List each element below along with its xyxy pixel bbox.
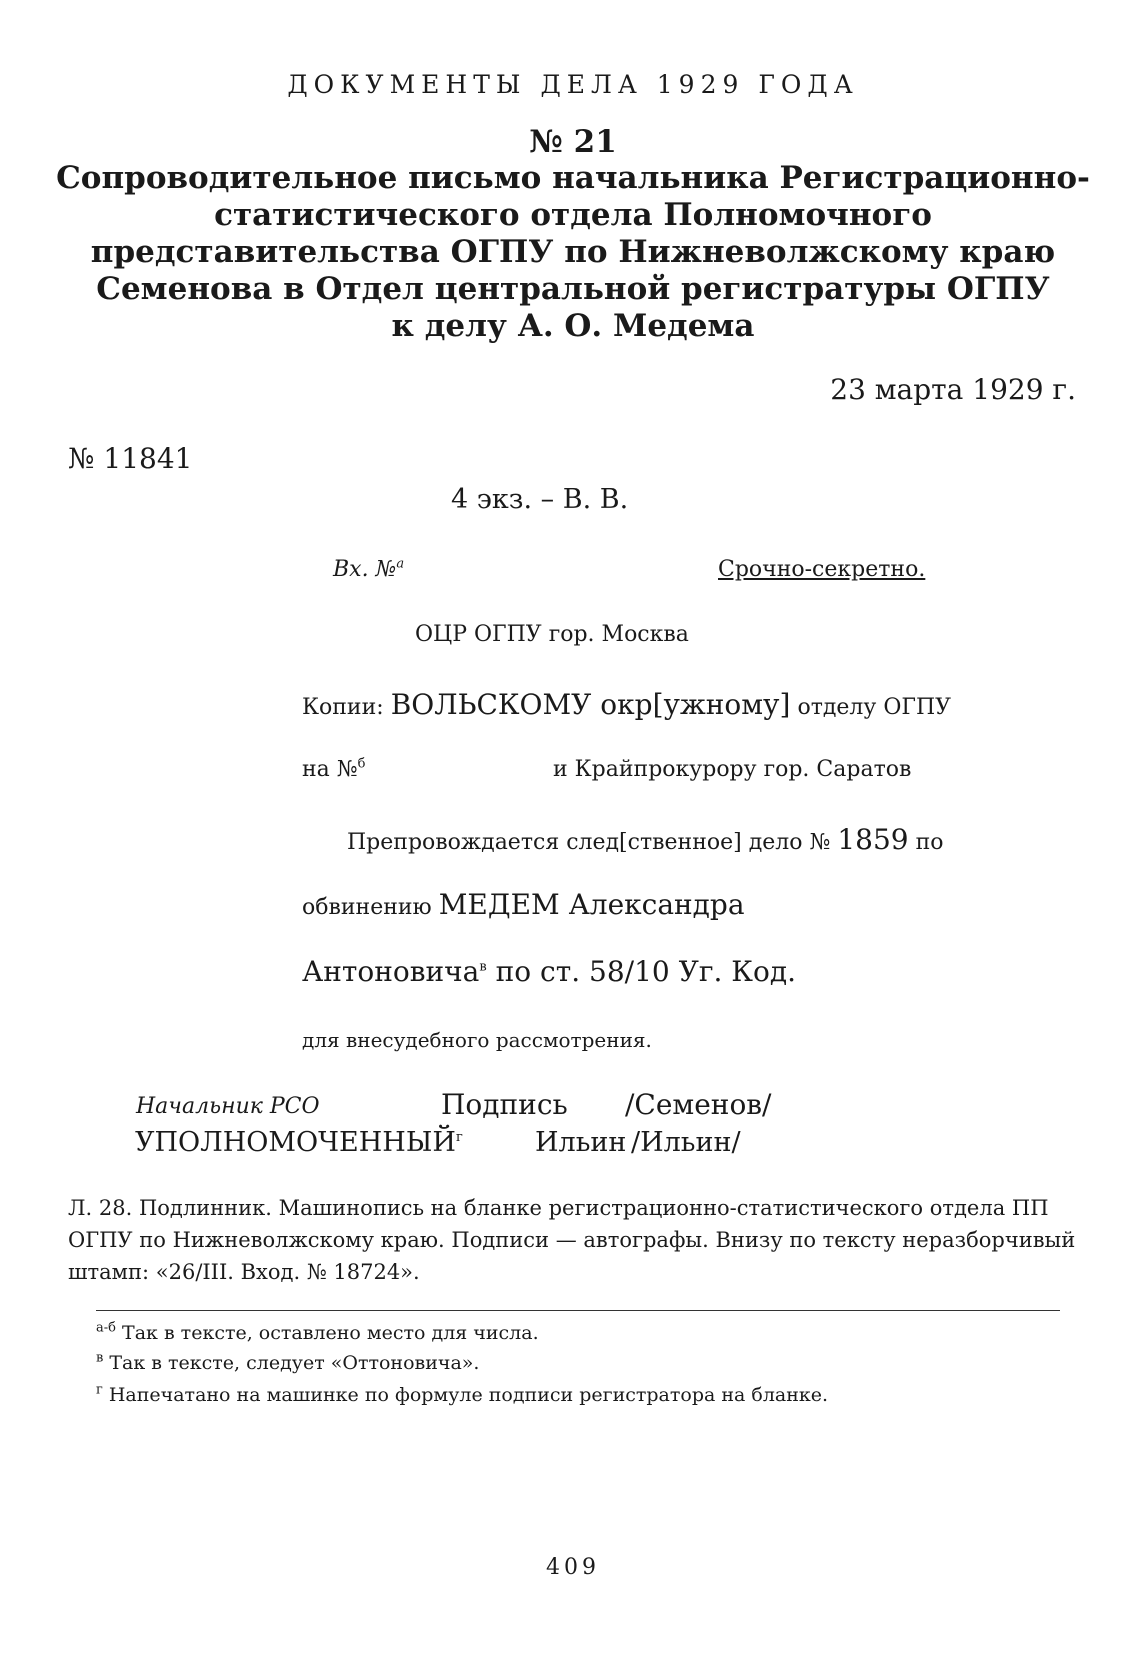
document-number: № 21 bbox=[529, 124, 617, 160]
signatory-name: /Семенов/ bbox=[625, 1088, 772, 1121]
registration-number: № 11841 bbox=[68, 442, 193, 475]
footnote: $^в$ Так в тексте, следует «Оттоновича». bbox=[96, 1350, 480, 1374]
footnote: $^г$ Напечатано на машинке по формуле подписи регистратора на бланке. bbox=[96, 1382, 829, 1406]
addressee: ОЦР ОГПУ гор. Москва bbox=[415, 622, 689, 647]
signatory-position: Начальник РСО bbox=[136, 1094, 320, 1119]
archival-note: Л. 28. Подлинник. Машинопись на бланке регистрационно-статистического отдела ПП ОГПУ по Нижневолжскому краю. Подписи — автографы. Внизу по тексту неразборчивый штамп: «26/III. Вход. № 18724». bbox=[68, 1196, 1076, 1284]
prosecutor-recipient: и Крайпрокурору гор. Саратов bbox=[553, 757, 912, 782]
page-number: 409 bbox=[546, 1555, 600, 1580]
title-line-1: Сопроводительное письмо начальника Регистрационно- bbox=[56, 160, 1090, 196]
second-signatory-position: $УПОЛНОМОЧЕННЫЙ^г$ bbox=[135, 1127, 463, 1158]
title-line-2: статистического отдела Полномочного bbox=[214, 197, 932, 233]
copies-count: 4 экз. – В. В. bbox=[451, 484, 629, 515]
footnote-mark-a: а bbox=[396, 556, 405, 572]
second-signatory-name: /Ильин/ bbox=[631, 1127, 741, 1158]
footnote-divider bbox=[96, 1310, 1060, 1311]
signature-mark: Подпись bbox=[441, 1088, 568, 1121]
second-signature: Ильин bbox=[535, 1127, 627, 1158]
footnote-mark-g: г bbox=[455, 1130, 463, 1145]
running-header: ДОКУМЕНТЫ ДЕЛА 1929 ГОДА bbox=[287, 70, 859, 99]
body-line-2: обвинению МЕДЕМ Александра bbox=[302, 888, 745, 921]
title-line-5: к делу А. О. Медема bbox=[391, 308, 755, 344]
document-title bbox=[0, 160, 1146, 345]
reference-number: на №$^б$ bbox=[302, 756, 366, 782]
footnote-mark-v: в bbox=[479, 959, 487, 975]
incoming-number: Вх. №$^а$ bbox=[333, 556, 405, 582]
copies-to-line: Копии: ВОЛЬСКОМУ окр[ужному] отделу ОГПУ bbox=[302, 688, 952, 721]
title-line-4: Семенова в Отдел центральной регистратуры ОГПУ bbox=[96, 271, 1050, 307]
classification-mark: Срочно-секретно. bbox=[718, 557, 926, 582]
footnote: $^{а-б}$ Так в тексте, оставлено место для числа. bbox=[96, 1320, 539, 1344]
document-date: 23 марта 1929 г. bbox=[830, 373, 1076, 406]
footnote-mark-b: б bbox=[357, 756, 366, 772]
body-line-3: Антоновича$^в$ по ст. 58/10 Уг. Код. bbox=[302, 955, 796, 988]
title-line-3: представительства ОГПУ по Нижневолжскому краю bbox=[90, 234, 1056, 270]
body-line-1: Препровождается след[ственное] дело № 1859 по bbox=[347, 823, 944, 856]
body-line-4: для внесудебного рассмотрения. bbox=[302, 1028, 652, 1052]
